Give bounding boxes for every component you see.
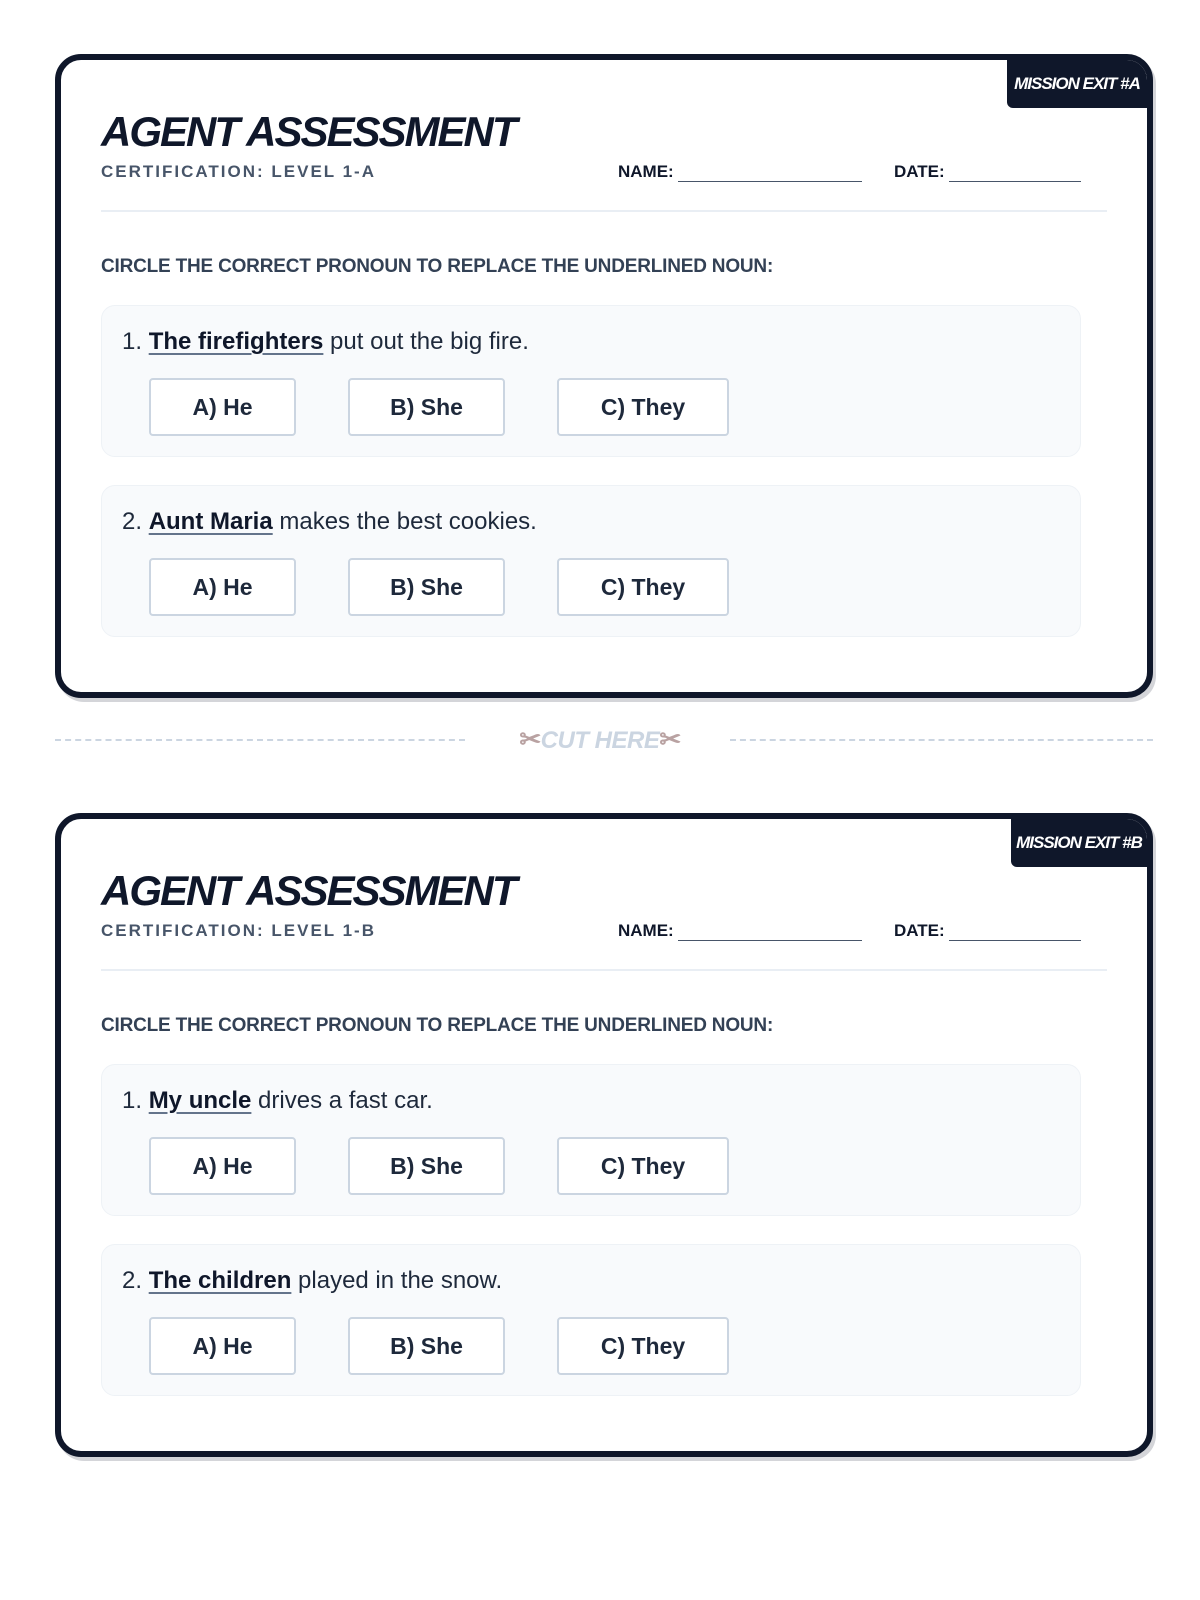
option-a-button[interactable]: A) He [149, 558, 296, 616]
question-number: 1. [122, 328, 143, 355]
question-rest: drives a fast car. [251, 1087, 433, 1114]
name-label: NAME: [618, 162, 674, 181]
underlined-noun: The firefighters [148, 328, 324, 355]
cut-here-text: CUT HERE [540, 727, 660, 754]
option-a-button[interactable]: A) He [149, 378, 296, 436]
dashed-line-right [730, 739, 1153, 741]
option-b-button[interactable]: B) She [348, 558, 505, 616]
option-c-button[interactable]: C) They [557, 1317, 729, 1375]
option-c-button[interactable]: C) They [557, 1137, 729, 1195]
question-text [122, 1087, 433, 1115]
card-title: AGENT ASSESSMENT [101, 867, 516, 914]
scissors-icon: ✂ [519, 724, 541, 754]
card-title: AGENT ASSESSMENT [101, 108, 516, 155]
date-label: DATE: [894, 162, 945, 181]
question-text [122, 1267, 502, 1295]
underlined-noun: My uncle [148, 1087, 252, 1114]
scissors-icon: ✂ [659, 724, 681, 754]
question-text [122, 508, 537, 536]
question-rest: put out the big fire. [323, 328, 529, 355]
cut-here-line [55, 720, 1153, 760]
option-a-button[interactable]: A) He [149, 1137, 296, 1195]
mission-exit-tag: MISSION EXIT #B [1011, 819, 1147, 867]
question-block [101, 305, 1081, 457]
mission-exit-tag: MISSION EXIT #A [1007, 60, 1147, 108]
name-blank-line[interactable] [678, 165, 862, 182]
header-divider [101, 210, 1107, 212]
assessment-card-b [55, 813, 1153, 1457]
question-number: 1. [122, 1087, 143, 1114]
option-b-button[interactable]: B) She [348, 1137, 505, 1195]
assessment-card-a [55, 54, 1153, 698]
name-label: NAME: [618, 921, 674, 940]
question-rest: makes the best cookies. [272, 508, 537, 535]
name-blank-line[interactable] [678, 924, 862, 941]
name-field[interactable] [618, 162, 862, 182]
dashed-line-left [55, 739, 465, 741]
cut-here-label [510, 724, 690, 755]
option-c-button[interactable]: C) They [557, 558, 729, 616]
question-block [101, 485, 1081, 637]
certification-level: CERTIFICATION: LEVEL 1-B [101, 921, 376, 940]
date-field[interactable] [894, 921, 1081, 941]
question-block [101, 1064, 1081, 1216]
date-blank-line[interactable] [949, 924, 1081, 941]
name-field[interactable] [618, 921, 862, 941]
question-block [101, 1244, 1081, 1396]
instructions: CIRCLE THE CORRECT PRONOUN TO REPLACE THE UNDERLINED NOUN: [101, 1015, 774, 1036]
question-text [122, 328, 529, 356]
underlined-noun: The children [148, 1267, 292, 1294]
question-number: 2. [122, 508, 143, 535]
option-b-button[interactable]: B) She [348, 1317, 505, 1375]
question-number: 2. [122, 1267, 143, 1294]
option-a-button[interactable]: A) He [149, 1317, 296, 1375]
header-divider [101, 969, 1107, 971]
date-label: DATE: [894, 921, 945, 940]
certification-level: CERTIFICATION: LEVEL 1-A [101, 162, 376, 181]
instructions: CIRCLE THE CORRECT PRONOUN TO REPLACE THE UNDERLINED NOUN: [101, 256, 774, 277]
option-b-button[interactable]: B) She [348, 378, 505, 436]
option-c-button[interactable]: C) They [557, 378, 729, 436]
question-rest: played in the snow. [291, 1267, 503, 1294]
date-field[interactable] [894, 162, 1081, 182]
date-blank-line[interactable] [949, 165, 1081, 182]
underlined-noun: Aunt Maria [148, 508, 273, 535]
